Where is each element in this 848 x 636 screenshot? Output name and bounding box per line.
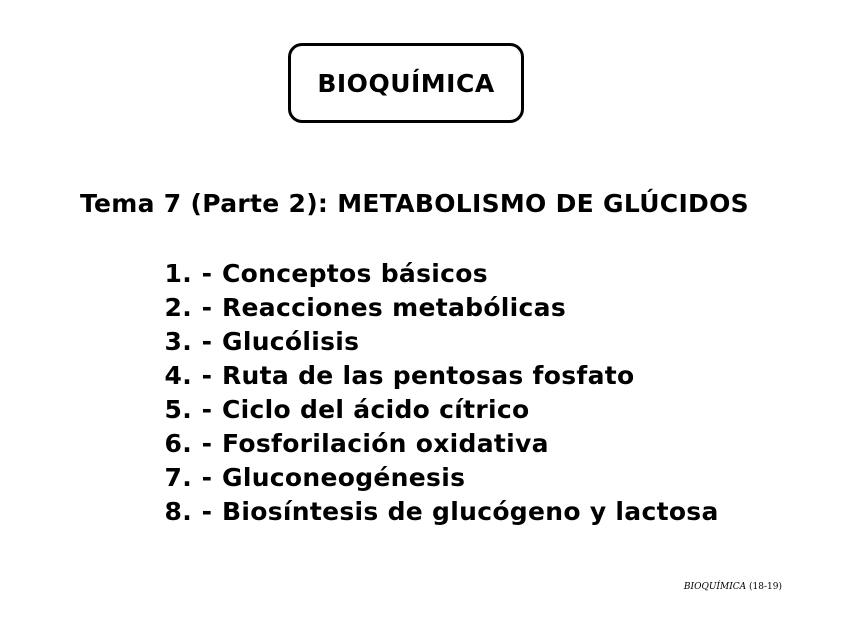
topic-label: Glucólisis [222,326,360,356]
topic-label: Ciclo del ácido cítrico [222,394,530,424]
topic-separator: - [201,258,213,288]
topic-label: Biosíntesis de glucógeno y lactosa [222,496,719,526]
list-item [158,324,719,358]
topic-number: 4. [164,360,192,390]
list-item [158,460,719,494]
footer-course: BIOQUÍMICA [683,582,747,592]
topic-separator: - [201,462,213,492]
topic-number: 6. [164,428,192,458]
topic-number: 1. [164,258,192,288]
list-item [158,256,719,290]
footer-course-label [684,582,782,592]
topic-number: 3. [164,326,192,356]
title-box [288,43,524,123]
topic-label: Gluconeogénesis [222,462,466,492]
topic-separator: - [201,428,213,458]
topic-separator: - [201,360,213,390]
topic-number: 5. [164,394,192,424]
topic-label: Ruta de las pentosas fosfato [222,360,635,390]
topic-separator: - [201,496,213,526]
topic-number: 8. [164,496,192,526]
list-item [158,426,719,460]
list-item [158,290,719,324]
topic-label: Conceptos básicos [222,258,488,288]
page-title: BIOQUÍMICA [317,68,495,98]
topic-list [158,256,719,528]
topic-subtitle: Tema 7 (Parte 2): METABOLISMO DE GLÚCIDOS [80,189,749,218]
list-item [158,358,719,392]
topic-separator: - [201,326,213,356]
topic-number: 2. [164,292,192,322]
footer-year: (18-19) [749,582,782,592]
topic-label: Reacciones metabólicas [222,292,567,322]
topic-number: 7. [164,462,192,492]
topic-label: Fosforilación oxidativa [222,428,549,458]
list-item [158,392,719,426]
list-item [158,494,719,528]
topic-separator: - [201,292,213,322]
topic-separator: - [201,394,213,424]
